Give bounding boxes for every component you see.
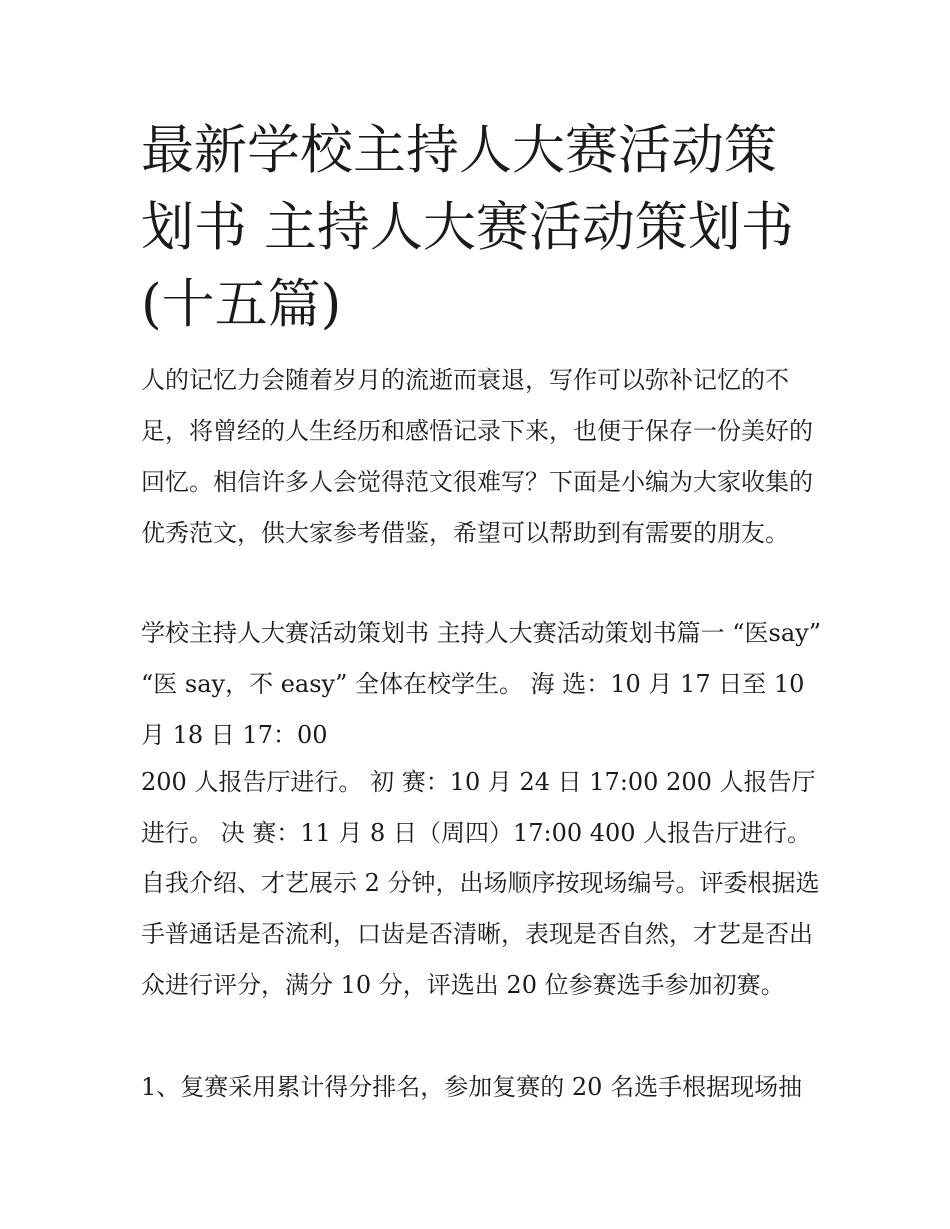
document-title: 最新学校主持人大赛活动策划书 主持人大赛活动策划书(十五篇) [141,120,794,335]
rules-paragraph: 自我介绍、才艺展示 2 分钟，出场顺序按现场编号。评委根据选手普通话是否流利，口齿是否清晰，表现是否自然，才艺是否出众进行评分，满分 10 分，评选出 20 位参赛选手参加初赛。 [141,869,820,999]
intro-paragraph: 人的记忆力会随着岁月的流逝而衰退，写作可以弥补记忆的不足，将曾经的人生经历和感悟记录下来，也便于保存一份美好的回忆。相信许多人会觉得范文很难写？下面是小编为大家收集的优秀范文，供大家参考借鉴，希望可以帮助到有需要的朋友。 [141,366,813,547]
round-2-paragraph: 1、复赛采用累计得分排名，参加复赛的 20 名选手根据现场抽 [141,1073,803,1101]
section-1-paragraph: 学校主持人大赛活动策划书 主持人大赛活动策划书篇一 “医say” “医 say，不 easy” 全体在校学生。 海 选：10 月 17 日至 10 月 18 日 17：00 [141,619,821,749]
schedule-paragraph: 200 人报告厅进行。 初 赛：10 月 24 日 17:00 200 人报告厅进行。 决 赛：11 月 8 日（周四）17:00 400 人报告厅进行。 [141,768,816,847]
